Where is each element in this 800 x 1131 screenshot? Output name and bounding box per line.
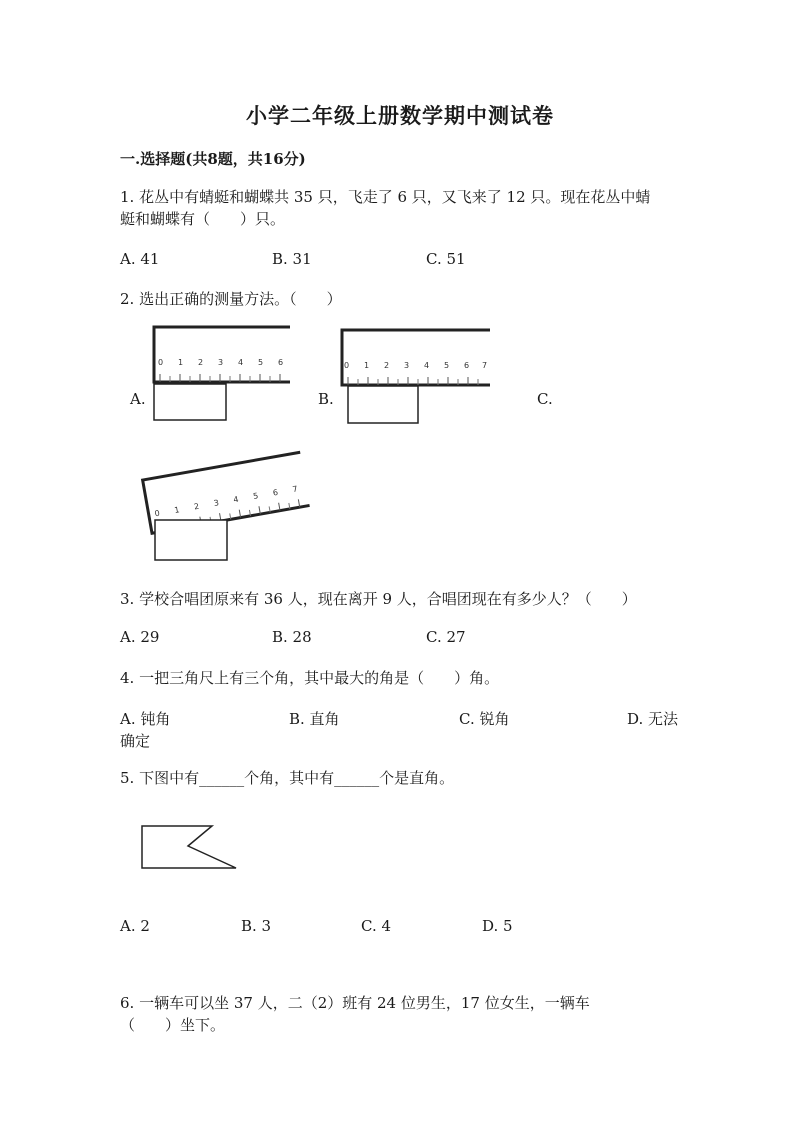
question-2-line-1: 2. 选出正确的测量方法。（ ） [120, 290, 342, 308]
question-5-option-a: A. 2 [120, 917, 150, 935]
question-1-line-2: 蜓和蝴蝶有（ ）只。 [120, 210, 286, 228]
question-3-option-a: A. 29 [120, 628, 160, 646]
ruler-a-tick-4: 4 [238, 358, 244, 367]
ruler-c-tick-6: 6 [272, 487, 279, 498]
question-5-line-1: 5. 下图中有______个角，其中有______个是直角。 [120, 769, 455, 787]
question-1-option-b: B. 31 [272, 250, 312, 268]
ruler-c-tick-3: 3 [213, 498, 220, 508]
measured-rectangle-a [154, 384, 226, 420]
ruler-a-tick-2: 2 [198, 358, 204, 367]
question-4-option-a: A. 钝角 [120, 710, 171, 728]
notched-flag-shape [142, 826, 236, 868]
ruler-a-tick-6: 6 [278, 358, 284, 367]
question-5-option-d: D. 5 [482, 917, 513, 935]
question-4-option-b: B. 直角 [289, 710, 340, 728]
ruler-b-tick-1: 1 [364, 361, 370, 370]
question-1-option-c: C. 51 [426, 250, 466, 268]
question-4-option-c: C. 锐角 [459, 710, 510, 728]
ruler-c-tick-2: 2 [193, 501, 200, 512]
ruler-b-tick-3: 3 [404, 361, 410, 370]
question-2-option-c: C. [537, 390, 553, 408]
ruler-b-tick-6: 6 [464, 361, 470, 370]
ruler-figure-c [135, 448, 310, 566]
ruler-c-tick-5: 5 [252, 491, 259, 502]
ruler-c-tick-7: 7 [291, 484, 299, 495]
question-3-line-1: 3. 学校合唱团原来有 36 人，现在离开 9 人，合唱团现在有多少人？（ ） [120, 590, 637, 608]
question-1-line-1: 1. 花丛中有蜻蜓和蝴蝶共 35 只，飞走了 6 只，又飞来了 12 只。现在花丛中蜻 [120, 188, 651, 206]
ruler-b-tick-5: 5 [444, 361, 450, 370]
ruler-a-tick-5: 5 [258, 358, 264, 367]
question-5-option-b: B. 3 [241, 917, 272, 935]
angle-shape-figure [138, 822, 242, 872]
question-6-line-2: （ ）坐下。 [120, 1016, 226, 1034]
measured-rectangle-c [155, 520, 227, 560]
page-title: 小学二年级上册数学期中测试卷 [246, 103, 554, 128]
ruler-a-tick-3: 3 [218, 358, 224, 367]
ruler-c-tick-0: 0 [153, 508, 161, 519]
question-3-option-c: C. 27 [426, 628, 466, 646]
question-2-option-a: A. [130, 390, 146, 408]
question-4-line-1: 4. 一把三角尺上有三个角，其中最大的角是（ ）角。 [120, 669, 500, 687]
question-4-option-d: D. 无法 [627, 710, 679, 728]
ruler-figure-b [338, 328, 493, 428]
ruler-b-tick-2: 2 [384, 361, 390, 370]
ruler-c-tick-1: 1 [173, 505, 181, 515]
ruler-a-tick-1: 1 [178, 358, 184, 367]
ruler-a-tick-0: 0 [158, 358, 164, 367]
question-2-option-b: B. [318, 390, 334, 408]
ruler-figure-a [150, 325, 290, 425]
ruler-c-tick-4: 4 [232, 494, 240, 505]
question-6-line-1: 6. 一辆车可以坐 37 人，二（2）班有 24 位男生，17 位女生，一辆车 [120, 994, 590, 1012]
measured-rectangle-b [348, 386, 418, 423]
ruler-b-tick-4: 4 [424, 361, 430, 370]
ruler-b-tick-0: 0 [344, 361, 350, 370]
question-3-option-b: B. 28 [272, 628, 312, 646]
question-1-option-a: A. 41 [120, 250, 160, 268]
ruler-b-tick-7: 7 [482, 361, 488, 370]
section-heading: 一.选择题(共8题，共16分) [120, 150, 306, 168]
question-5-option-c: C. 4 [361, 917, 392, 935]
question-4-option-d-wrap: 确定 [120, 732, 151, 750]
